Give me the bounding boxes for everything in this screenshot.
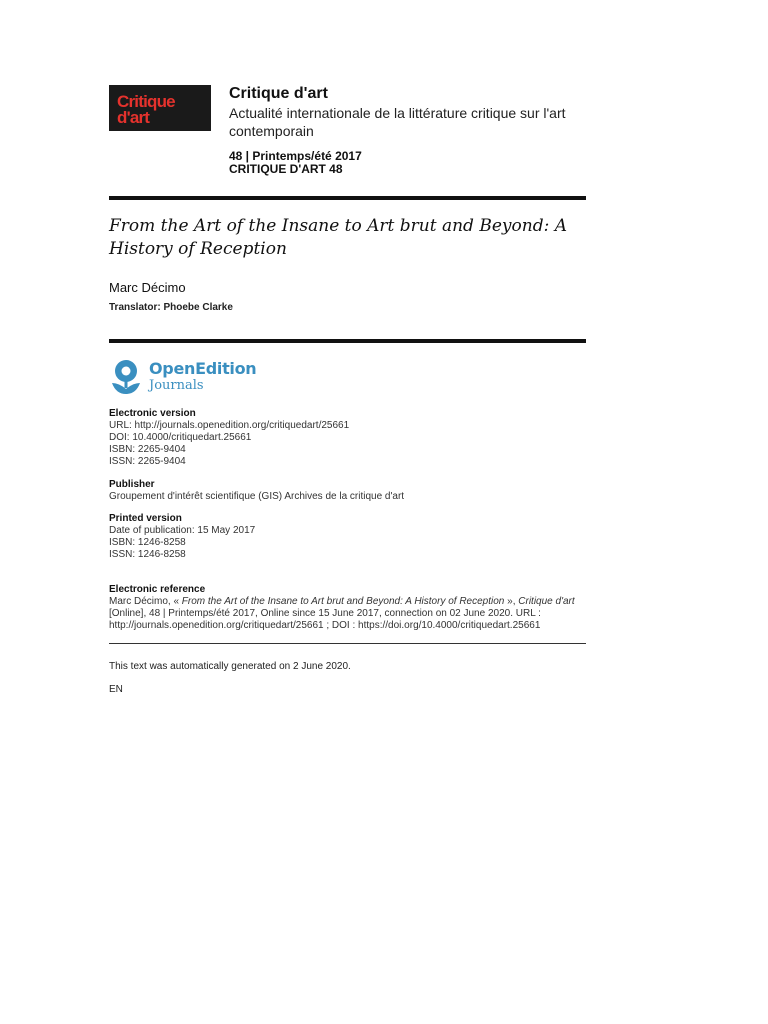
publisher-label: Publisher: [109, 479, 155, 490]
issue-number: 48 | Printemps/été 2017: [229, 149, 362, 163]
printed-issn: ISSN: 1246-8258: [109, 549, 186, 560]
openedition-name: OpenEdition: [149, 359, 257, 378]
journal-subtitle: Actualité internationale de la littérature critique sur l'art contemporain: [229, 105, 566, 139]
openedition-logo[interactable]: [109, 358, 269, 398]
divider-middle: [109, 339, 586, 343]
reference-rest[interactable]: [Online], 48 | Printemps/été 2017, Online since 15 June 2017, connection on 02 June 2020. URL : http://journals.openedition.org/critiquedart/25661 ; DOI : https://doi.org/10.4000/critiquedart.25661: [109, 608, 541, 631]
electronic-reference-label: Electronic reference: [109, 584, 206, 595]
printed-version-block: [109, 513, 589, 561]
printed-version-label: Printed version: [109, 513, 182, 524]
publisher-name: Groupement d'intérêt scientifique (GIS) Archives de la critique d'art: [109, 491, 405, 502]
reference-journal: Critique d'art: [518, 596, 575, 607]
electronic-doi: DOI: 10.4000/critiquedart.25661: [109, 432, 252, 443]
electronic-reference-text: [109, 596, 579, 632]
article-title: From the Art of the Insane to Art brut and Beyond: A History of Reception: [109, 216, 567, 259]
journal-logo-line2: d'art: [117, 108, 150, 127]
electronic-url[interactable]: URL: http://journals.openedition.org/critiquedart/25661: [109, 420, 350, 431]
electronic-reference-block: [109, 584, 589, 632]
openedition-journals: Journals: [149, 378, 204, 393]
article-translator: Translator: Phoebe Clarke: [109, 302, 233, 313]
language-code: EN: [109, 684, 123, 695]
publisher-block: [109, 479, 589, 503]
article-author: Marc Décimo: [109, 280, 186, 295]
electronic-isbn: ISBN: 2265-9404: [109, 444, 186, 455]
electronic-issn: ISSN: 2265-9404: [109, 456, 186, 467]
openedition-flower-icon: [109, 358, 143, 396]
journal-logo[interactable]: [109, 85, 211, 131]
issue-name: CRITIQUE D'ART 48: [229, 162, 343, 176]
reference-mid: »,: [504, 596, 519, 607]
electronic-version-label: Electronic version: [109, 408, 196, 419]
printed-isbn: ISBN: 1246-8258: [109, 537, 186, 548]
journal-title: Critique d'art: [229, 85, 328, 102]
divider-bottom: [109, 643, 586, 644]
generated-note: This text was automatically generated on 2 June 2020.: [109, 661, 351, 672]
reference-prefix: Marc Décimo, «: [109, 596, 182, 607]
reference-article-title: From the Art of the Insane to Art brut and Beyond: A History of Reception: [181, 596, 505, 607]
journal-logo-line1: Critique: [117, 92, 175, 111]
divider-top: [109, 196, 586, 200]
printed-date: Date of publication: 15 May 2017: [109, 525, 256, 536]
electronic-version-block: [109, 408, 589, 468]
